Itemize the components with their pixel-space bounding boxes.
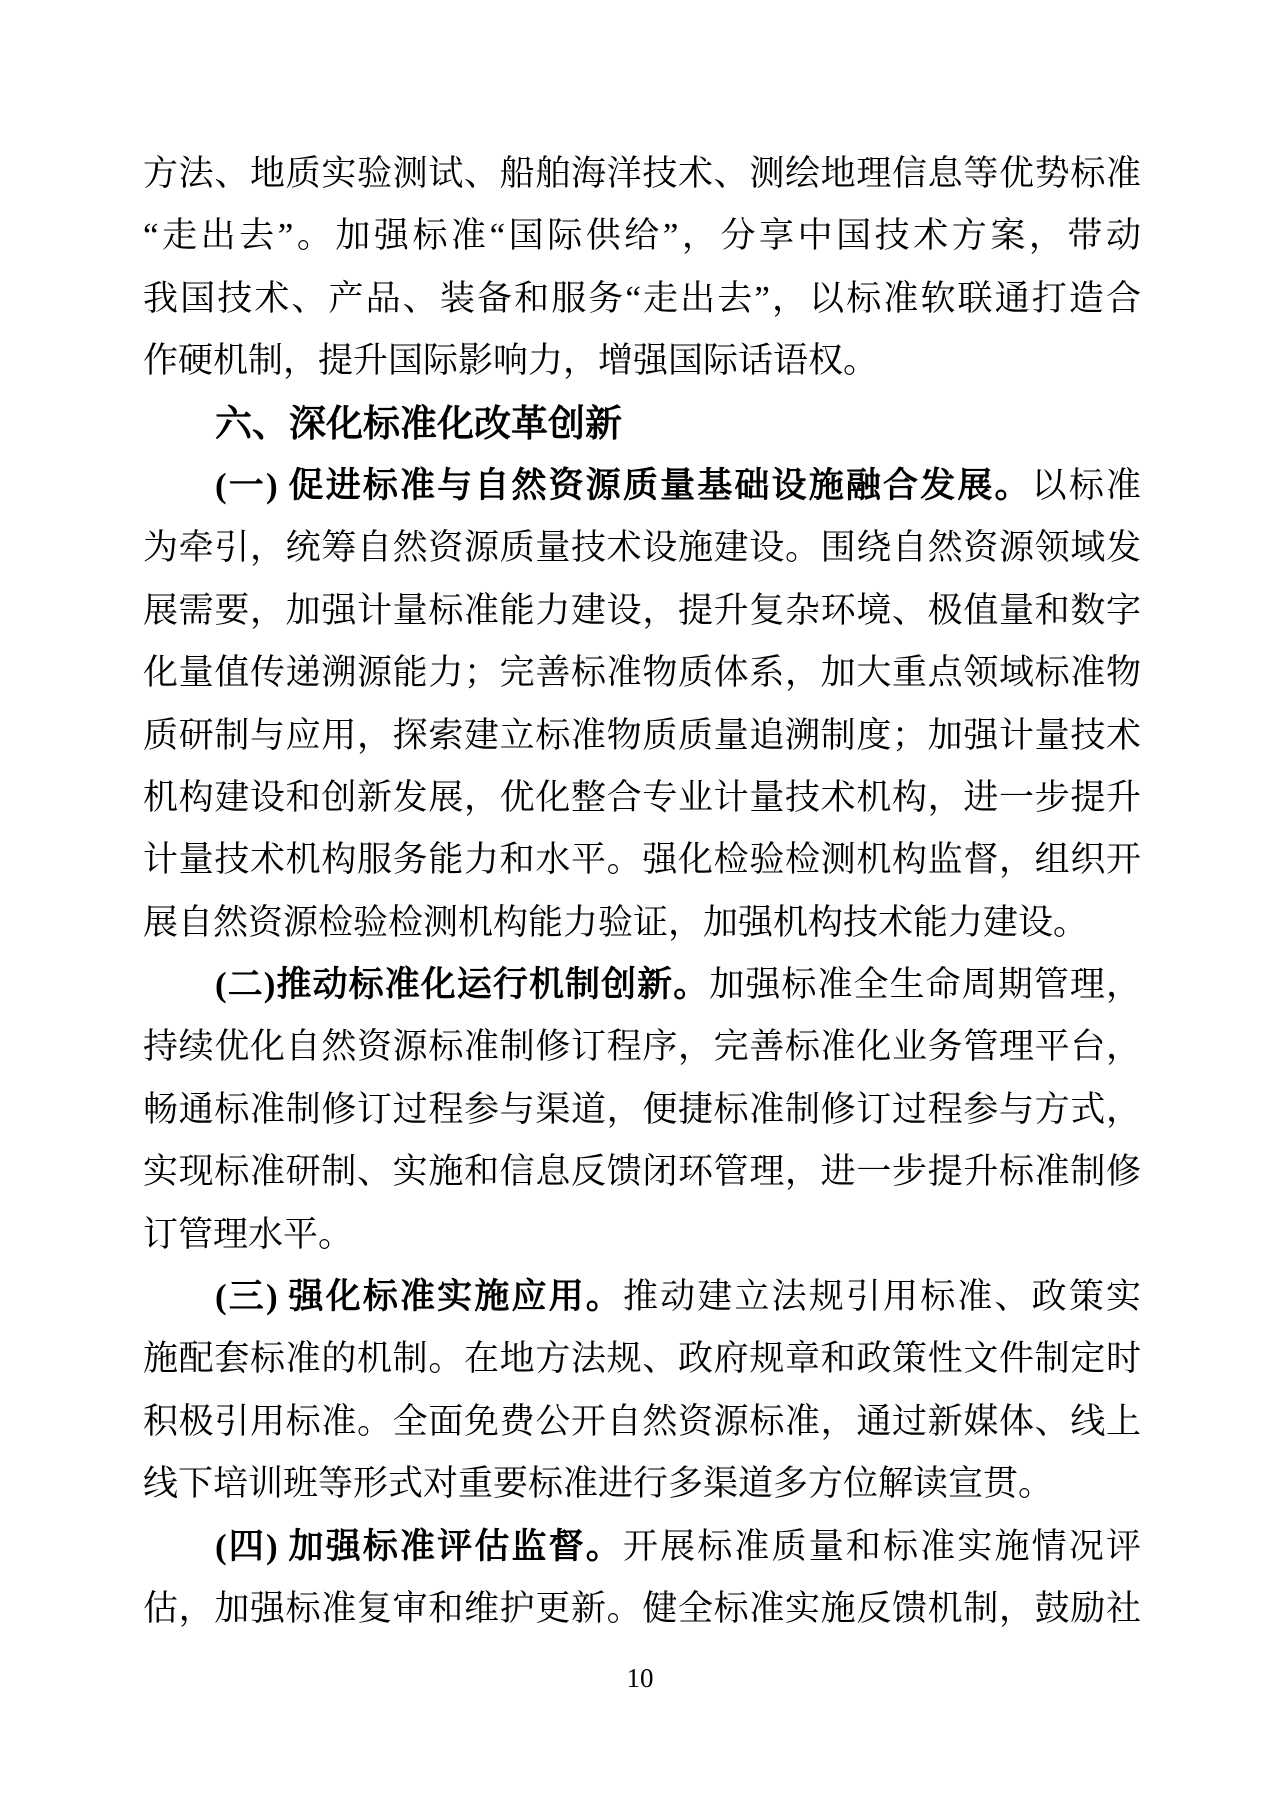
bold-text-segment: 六、深化标准化改革创新 bbox=[215, 402, 622, 444]
text-segment: “走出去”。加强标准“国际供给”，分享中国技术方案，带动 bbox=[143, 216, 1141, 256]
text-line bbox=[143, 1016, 1141, 1078]
text-segment: 为牵引，统筹自然资源质量技术设施建设。围绕自然资源领域发 bbox=[143, 528, 1141, 568]
bold-text-segment: (三) 强化标准实施应用。 bbox=[215, 1277, 623, 1317]
text-line bbox=[143, 954, 1141, 1016]
text-line bbox=[143, 517, 1141, 579]
text-line bbox=[143, 1204, 1141, 1266]
text-segment: 积极引用标准。全面免费公开自然资源标准，通过新媒体、线上 bbox=[143, 1401, 1141, 1441]
text-line bbox=[143, 829, 1141, 891]
text-segment: 畅通标准制修订过程参与渠道，便捷标准制修订过程参与方式， bbox=[143, 1089, 1141, 1129]
text-segment: 作硬机制，提升国际影响力，增强国际话语权。 bbox=[143, 341, 879, 381]
text-line bbox=[143, 1141, 1141, 1203]
text-segment: 持续优化自然资源标准制修订程序，完善标准化业务管理平台， bbox=[143, 1027, 1141, 1067]
bold-text-segment: (一) 促进标准与自然资源质量基础设施融合发展。 bbox=[215, 465, 1032, 505]
text-segment: 估，加强标准复审和维护更新。健全标准实施反馈机制，鼓励社 bbox=[143, 1588, 1141, 1628]
text-line bbox=[143, 1391, 1141, 1453]
text-line bbox=[143, 1328, 1141, 1390]
text-line bbox=[143, 330, 1141, 392]
text-line bbox=[143, 705, 1141, 767]
text-line bbox=[143, 767, 1141, 829]
text-segment: 我国技术、产品、装备和服务“走出去”，以标准软联通打造合 bbox=[143, 278, 1141, 318]
text-line bbox=[143, 1516, 1141, 1578]
text-line bbox=[143, 1266, 1141, 1328]
text-line bbox=[143, 1453, 1141, 1515]
text-segment: 线下培训班等形式对重要标准进行多渠道多方位解读宣贯。 bbox=[143, 1464, 1054, 1504]
text-line bbox=[143, 642, 1141, 704]
text-segment: 方法、地质实验测试、船舶海洋技术、测绘地理信息等优势标准 bbox=[143, 154, 1141, 193]
text-line bbox=[143, 143, 1141, 205]
text-line bbox=[143, 205, 1141, 267]
bold-text-segment: (二)推动标准化运行机制创新。 bbox=[215, 965, 710, 1005]
text-segment: 开展标准质量和标准实施情况评 bbox=[622, 1526, 1141, 1566]
text-segment: 以标准 bbox=[1031, 465, 1141, 505]
document-text bbox=[143, 143, 1141, 1640]
text-segment: 质研制与应用，探索建立标准物质质量追溯制度；加强计量技术 bbox=[143, 715, 1141, 755]
bold-text-segment: (四) 加强标准评估监督。 bbox=[215, 1526, 623, 1566]
page-number: 10 bbox=[626, 1663, 654, 1693]
text-line bbox=[143, 580, 1141, 642]
text-segment: 化量值传递溯源能力；完善标准物质体系，加大重点领域标准物 bbox=[143, 653, 1141, 693]
text-line bbox=[143, 268, 1141, 330]
text-line bbox=[143, 455, 1141, 517]
text-line bbox=[143, 892, 1141, 954]
text-segment: 订管理水平。 bbox=[143, 1214, 354, 1254]
text-line bbox=[143, 1578, 1141, 1640]
text-segment: 展需要，加强计量标准能力建设，提升复杂环境、极值量和数字 bbox=[143, 590, 1141, 630]
text-segment: 施配套标准的机制。在地方法规、政府规章和政策性文件制定时 bbox=[143, 1339, 1141, 1379]
text-segment: 机构建设和创新发展，优化整合专业计量技术机构，进一步提升 bbox=[143, 777, 1141, 817]
text-segment: 推动建立法规引用标准、政策实 bbox=[622, 1277, 1141, 1317]
section-heading bbox=[143, 393, 1141, 455]
text-line bbox=[143, 1079, 1141, 1141]
text-segment: 计量技术机构服务能力和水平。强化检验检测机构监督，组织开 bbox=[143, 840, 1141, 880]
text-segment: 展自然资源检验检测机构能力验证，加强机构技术能力建设。 bbox=[143, 902, 1089, 942]
text-segment: 实现标准研制、实施和信息反馈闭环管理，进一步提升标准制修 bbox=[143, 1152, 1141, 1192]
text-segment: 加强标准全生命周期管理， bbox=[709, 965, 1141, 1005]
